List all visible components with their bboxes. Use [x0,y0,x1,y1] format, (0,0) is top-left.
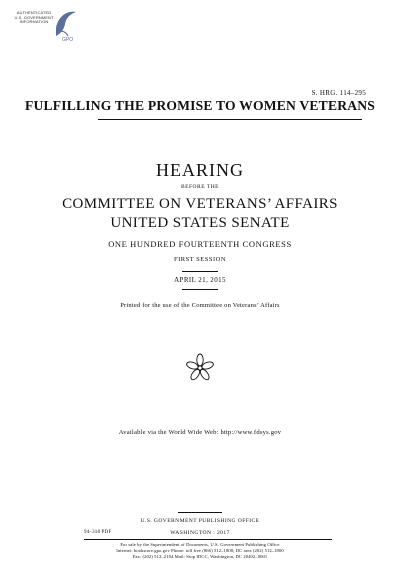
sale-info-line: Fax: (202) 512–2104 Mail: Stop IDCC, Washington, DC 20402–0001 [132,554,268,559]
hearing-date: APRIL 21, 2015 [174,276,226,284]
star-ornament-icon [184,352,216,384]
senate-name: UNITED STATES SENATE [110,215,290,231]
hearing-number: S. HRG. 114–295 [311,89,366,97]
eagle-icon [52,8,78,42]
seal-line-3: INFORMATION [19,19,49,25]
publisher-name: U.S. GOVERNMENT PUBLISHING OFFICE [140,518,260,524]
congress-label: ONE HUNDRED FOURTEENTH CONGRESS [108,239,292,249]
seal-line-1: AUTHENTICATED [16,10,52,15]
printed-for-note: Printed for the use of the Committee on Veterans’ Affairs [120,302,280,309]
session-label: FIRST SESSION [173,256,227,263]
sale-info-line: Internet: bookstore.gpo.gov Phone: toll free (866) 512–1800; DC area (202) 512–1800 [116,548,284,553]
committee-name: COMMITTEE ON VETERANS’ AFFAIRS [62,196,338,212]
before-the-label: BEFORE THE [180,184,220,190]
city-year: WASHINGTON : 2017 [170,530,230,536]
title-rule [98,119,362,120]
availability-note: Available via the World Wide Web: http://www.fdsys.gov [118,429,282,436]
document-title: FULFILLING THE PROMISE TO WOMEN VETERANS [24,98,376,113]
date-rule-bottom [182,289,218,290]
document-id: 94–318 PDF [84,530,112,535]
date-rule-top [182,271,218,272]
gpo-authenticated-seal [8,8,78,42]
seal-line-2: U.S. GOVERNMENT [14,14,54,20]
seal-mark-text: GPO [62,37,74,42]
bottom-rule [84,539,332,540]
footer-rule [178,512,222,513]
hearing-heading: HEARING [156,160,244,180]
sale-info-line: For sale by the Superintendent of Documents, U.S. Government Publishing Office [120,542,280,547]
